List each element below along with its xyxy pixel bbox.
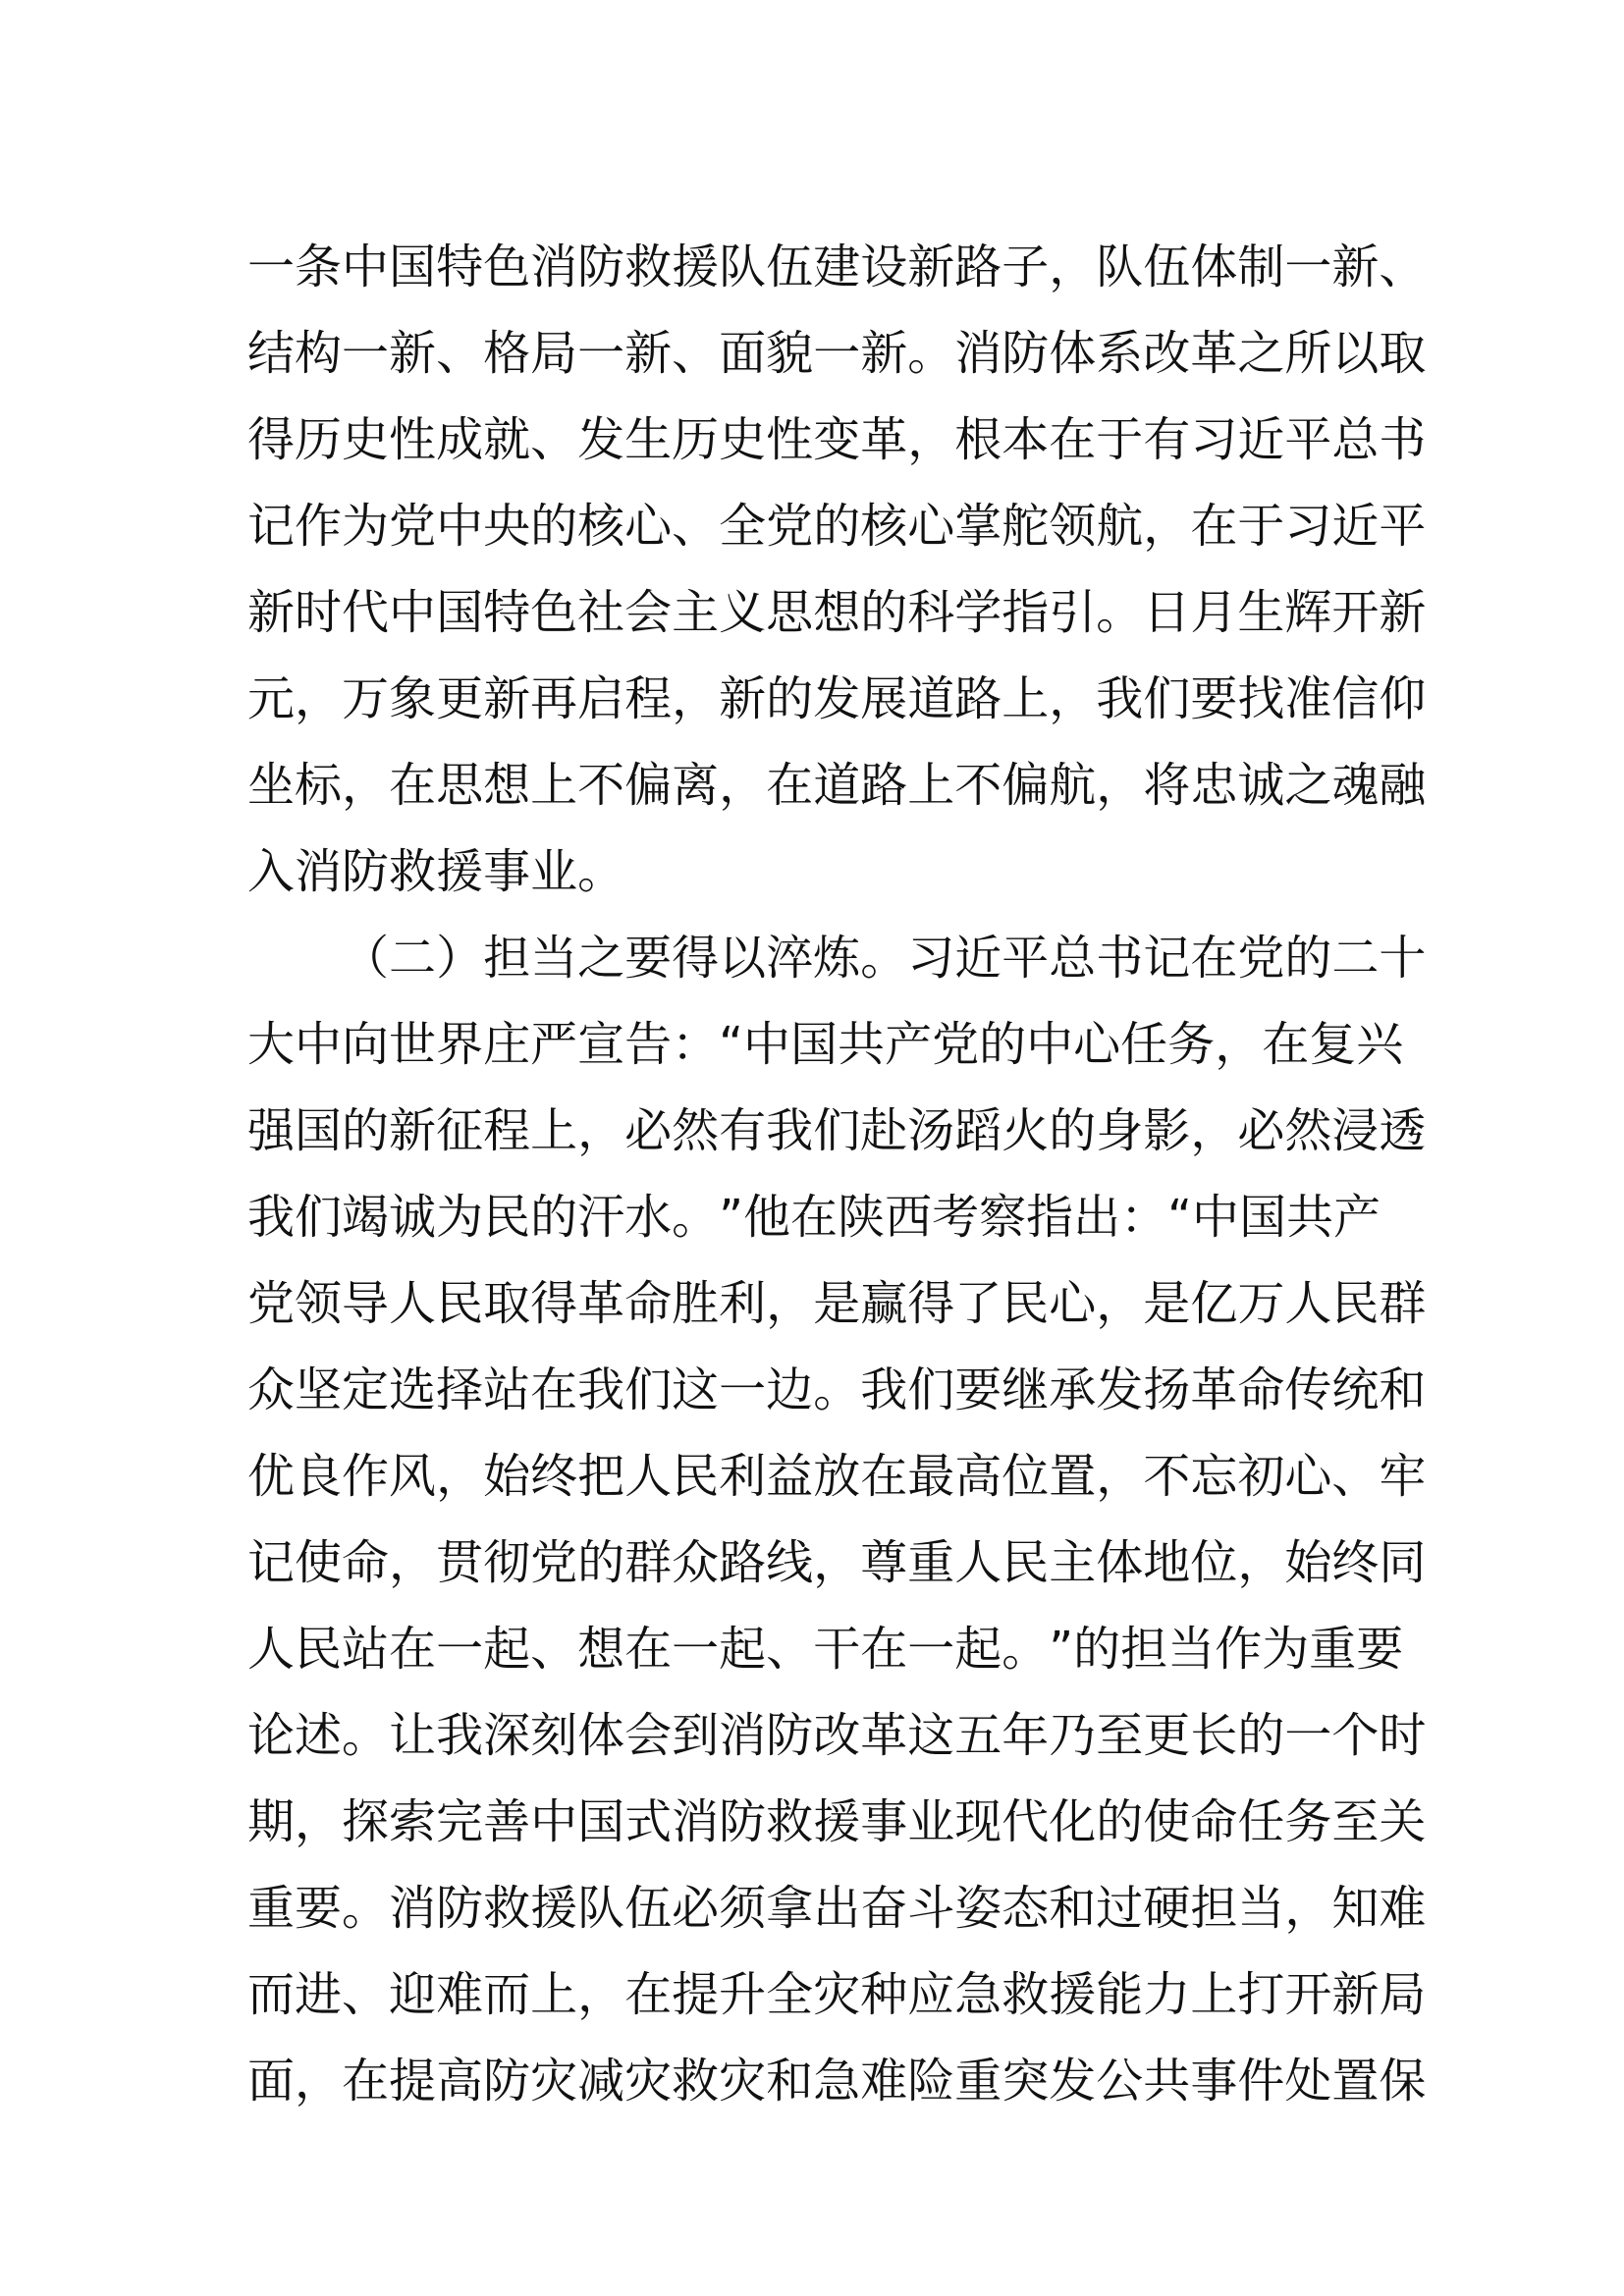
- text-line: 大 中 向 世 界 庄 严 宣 告 ： “ 中 国 共 产 党 的 中 心 任 务 ， 在 复 兴: [247, 1017, 1404, 1072]
- text-line: （ 二 ） 担 当 之 要 得 以 淬 炼 。 习 近 平 总 书 记 在 党 的 二 十: [342, 931, 1427, 986]
- text-line: 人 民 站 在 一 起 、 想 在 一 起 、 干 在 一 起 。 ” 的 担 当 作 为 重 要: [247, 1622, 1404, 1677]
- text-line: 众 坚 定 选 择 站 在 我 们 这 一 边 。 我 们 要 继 承 发 扬 革 命 传 统 和: [247, 1362, 1427, 1417]
- text-line: 强 国 的 新 征 程 上 ， 必 然 有 我 们 赴 汤 蹈 火 的 身 影 ， 必 然 浸 透: [247, 1103, 1427, 1158]
- text-line: 记 使 命 ， 贯 彻 党 的 群 众 路 线 ， 尊 重 人 民 主 体 地 位 ， 始 终 同: [247, 1535, 1427, 1590]
- text-line: 而 进 、 迎 难 而 上 ， 在 提 升 全 灾 种 应 急 救 援 能 力 上 打 开 新 局: [247, 1967, 1427, 2022]
- text-line: 记 作 为 党 中 央 的 核 心 、 全 党 的 核 心 掌 舵 领 航 ， 在 于 习 近 平: [247, 499, 1427, 554]
- text-line: 得 历 史 性 成 就 、 发 生 历 史 性 变 革 ， 根 本 在 于 有 习 近 平 总 书: [247, 412, 1427, 467]
- text-line: 优 良 作 风 ， 始 终 把 人 民 利 益 放 在 最 高 位 置 ， 不 忘 初 心 、 牢: [247, 1449, 1427, 1504]
- text-line: 一 条 中 国 特 色 消 防 救 援 队 伍 建 设 新 路 子 ， 队 伍 体 制 一 新 、: [247, 240, 1427, 294]
- text-line: 新 时 代 中 国 特 色 社 会 主 义 思 想 的 科 学 指 引 。 日 月 生 辉 开 新: [247, 585, 1427, 640]
- text-line: 面 ， 在 提 高 防 灾 减 灾 救 灾 和 急 难 险 重 突 发 公 共 事 件 处 置 保: [247, 2054, 1427, 2109]
- text-line: 元 ， 万 象 更 新 再 启 程 ， 新 的 发 展 道 路 上 ， 我 们 要 找 准 信 仰: [247, 671, 1427, 726]
- text-line: 论 述 。 让 我 深 刻 体 会 到 消 防 改 革 这 五 年 乃 至 更 长 的 一 个 时: [247, 1708, 1427, 1763]
- text-line: 结 构 一 新 、 格 局 一 新 、 面 貌 一 新 。 消 防 体 系 改 革 之 所 以 取: [247, 326, 1427, 381]
- text-line: 坐 标 ， 在 思 想 上 不 偏 离 ， 在 道 路 上 不 偏 航 ， 将 忠 诚 之 魂 融: [247, 758, 1427, 813]
- text-line: 重 要 。 消 防 救 援 队 伍 必 须 拿 出 奋 斗 姿 态 和 过 硬 担 当 ， 知 难: [247, 1881, 1427, 1936]
- text-line: 我 们 竭 诚 为 民 的 汗 水 。 ” 他 在 陕 西 考 察 指 出 ： “ 中 国 共 产: [247, 1190, 1381, 1245]
- text-line: 期 ， 探 索 完 善 中 国 式 消 防 救 援 事 业 现 代 化 的 使 命 任 务 至 关: [247, 1794, 1427, 1849]
- text-line: 入 消 防 救 援 事 业 。: [247, 844, 625, 899]
- body-text: [247, 224, 1427, 2124]
- text-line: 党 领 导 人 民 取 得 革 命 胜 利 ， 是 赢 得 了 民 心 ， 是 亿 万 人 民 群: [247, 1276, 1427, 1331]
